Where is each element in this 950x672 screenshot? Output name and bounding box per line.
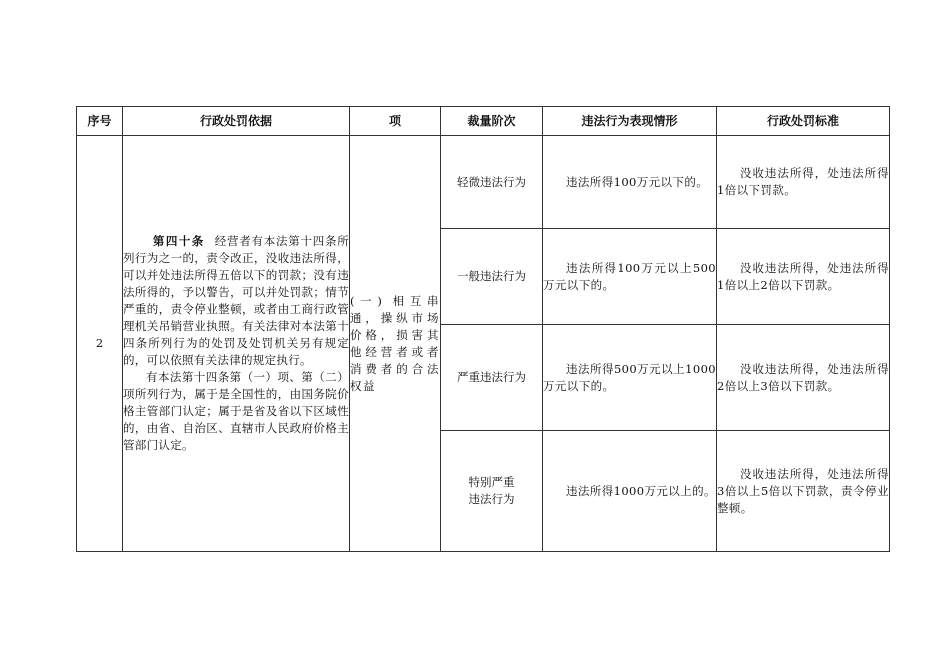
case-cell-minor bbox=[543, 136, 717, 229]
penalty-standards-table bbox=[76, 106, 890, 552]
case-cell-serious bbox=[543, 325, 717, 431]
case-cell-very-serious bbox=[543, 431, 717, 552]
table-row bbox=[77, 136, 890, 229]
level-cell-general: 一般违法行为 bbox=[441, 229, 543, 325]
case-text: 违法所得500万元以上1000万元以下的。 bbox=[543, 361, 716, 393]
legal-basis-cell bbox=[123, 136, 350, 552]
header-penalty: 行政处罚标准 bbox=[717, 107, 890, 136]
table-header-row bbox=[77, 107, 890, 136]
penalty-text: 没收违法所得，处违法所得 1倍以下罚款。 bbox=[717, 166, 889, 197]
penalty-cell-minor bbox=[717, 136, 890, 229]
case-text: 违法所得100万元以上500万元以下的。 bbox=[543, 260, 716, 292]
penalty-cell-very-serious bbox=[717, 431, 890, 552]
penalty-cell-general bbox=[717, 229, 890, 325]
header-index: 序号 bbox=[77, 107, 123, 136]
case-text: 违法所得1000万元以上的。 bbox=[566, 483, 716, 498]
article-title: 第四十条 bbox=[152, 234, 205, 248]
basis-paragraph-1 bbox=[123, 233, 349, 369]
level-cell-very-serious bbox=[441, 431, 543, 552]
case-cell-general bbox=[543, 229, 717, 325]
header-item: 项 bbox=[350, 107, 441, 136]
header-level: 裁量阶次 bbox=[441, 107, 543, 136]
level-cell-minor: 轻微违法行为 bbox=[441, 136, 543, 229]
case-text: 违法所得100万元以下的。 bbox=[566, 174, 709, 189]
header-basis: 行政处罚依据 bbox=[123, 107, 350, 136]
penalty-text: 没收违法所得，处违法所得2倍以上3倍以下罚款。 bbox=[717, 361, 889, 393]
header-case: 违法行为表现情形 bbox=[543, 107, 717, 136]
item-cell: (一) 相互串通，操纵市场价格，损害其他经营者或者消费者的合法权益 bbox=[350, 136, 441, 552]
penalty-text: 没收违法所得，处违法所得1倍以上2倍以下罚款。 bbox=[717, 260, 889, 292]
basis-text-1: 经营者有本法第十四条所列行为之一的，责令改正，没收违法所得，可以并处违法所得五倍以下的罚款；没有违法所得的，予以警告，可以并处罚款；情节严重的，责令停业整顿，或者由工商行政管理机关吊销营业执照。有关法律对本法第十四条所列行为的处罚及处罚机关另有规定的，可以依照有关法律的规定执行。 bbox=[123, 234, 349, 367]
penalty-text: 没收违法所得，处违法所得3倍以上5倍以下罚款，责令停业整顿。 bbox=[717, 466, 889, 515]
penalty-cell-serious bbox=[717, 325, 890, 431]
level-cell-serious: 严重违法行为 bbox=[441, 325, 543, 431]
level-text: 特别严重违法行为 bbox=[468, 475, 515, 506]
basis-paragraph-2: 有本法第十四条第（一）项、第（二）项所列行为，属于是全国性的，由国务院价格主管部门认定；属于是省及省以下区域性的，由省、自治区、直辖市人民政府价格主管部门认定。 bbox=[123, 370, 349, 452]
row-number-cell: 2 bbox=[77, 136, 123, 552]
